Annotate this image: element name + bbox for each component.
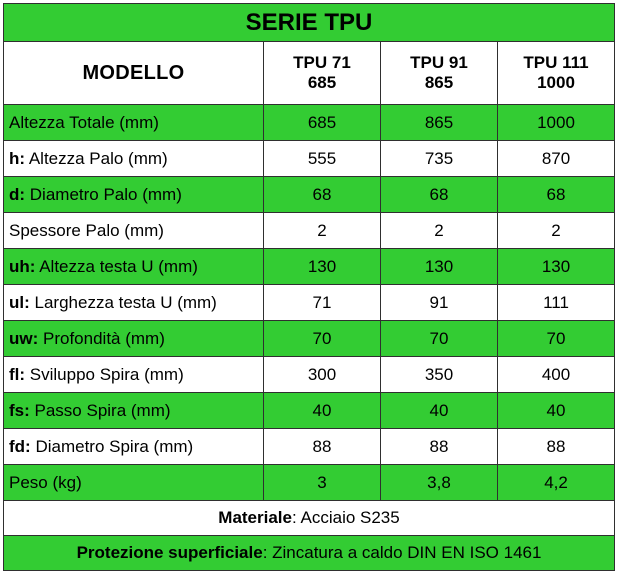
row-value: 40 [264,393,381,429]
row-value: 70 [381,321,498,357]
row-label-cell [4,321,264,357]
row-label-prefix: uw: [9,328,39,348]
table-row [4,465,615,501]
model-header-cell [498,42,615,105]
row-value: 130 [498,249,615,285]
row-value: 130 [264,249,381,285]
protection-cell [4,536,615,571]
row-value: 68 [381,177,498,213]
material-cell [4,501,615,536]
row-value: 2 [264,213,381,249]
row-value: 4,2 [498,465,615,501]
row-label-cell [4,393,264,429]
model-name: TPU 111 [523,53,589,72]
row-value: 2 [381,213,498,249]
row-value: 735 [381,141,498,177]
spec-table [3,3,615,571]
row-value: 70 [264,321,381,357]
model-code: 1000 [537,73,575,92]
table-row [4,285,615,321]
row-value: 300 [264,357,381,393]
table-row [4,177,615,213]
model-name: TPU 91 [410,53,468,72]
row-value: 2 [498,213,615,249]
model-code: 685 [307,73,337,92]
row-label-cell [4,357,264,393]
row-value: 1000 [498,105,615,141]
table-title: SERIE TPU [4,4,615,42]
protection-key: Protezione superficiale [76,543,263,562]
row-value: 88 [498,429,615,465]
spec-rows [4,105,615,501]
row-label: Altezza Palo (mm) [25,148,168,168]
row-label-cell [4,285,264,321]
row-label: Larghezza testa U (mm) [29,292,217,312]
row-label-cell [4,177,264,213]
row-label-cell [4,429,264,465]
row-label-prefix: fs: [9,400,30,420]
row-label-cell [4,105,264,141]
model-code: 865 [424,73,454,92]
row-value: 865 [381,105,498,141]
table-row [4,321,615,357]
row-label-prefix: d: [9,184,26,204]
row-value: 40 [498,393,615,429]
table-row [4,357,615,393]
row-label: Altezza Totale (mm) [9,112,159,132]
header-row [4,42,615,105]
row-label: Passo Spira (mm) [29,400,171,420]
table-row [4,249,615,285]
table-row [4,213,615,249]
row-value: 88 [264,429,381,465]
material-row [4,501,615,536]
row-label-cell [4,465,264,501]
row-label: Profondità (mm) [38,328,165,348]
row-label-prefix: ul: [9,292,30,312]
material-key: Materiale [218,508,292,527]
row-value: 71 [264,285,381,321]
row-label-cell [4,249,264,285]
row-value: 40 [381,393,498,429]
row-value: 91 [381,285,498,321]
row-value: 111 [498,285,615,321]
title-row [4,4,615,42]
protection-value: : Zincatura a caldo DIN EN ISO 1461 [262,543,542,562]
material-value: : Acciaio S235 [291,508,400,527]
model-column-header: MODELLO [4,42,264,105]
row-label-prefix: uh: [9,256,36,276]
row-label: Diametro Spira (mm) [30,436,194,456]
table-row [4,429,615,465]
row-value: 88 [381,429,498,465]
model-header-cell [264,42,381,105]
row-value: 400 [498,357,615,393]
row-value: 685 [264,105,381,141]
row-label: Altezza testa U (mm) [35,256,198,276]
row-value: 70 [498,321,615,357]
table-row [4,105,615,141]
row-label-cell [4,213,264,249]
row-value: 130 [381,249,498,285]
row-label-prefix: fd: [9,436,31,456]
protection-row [4,536,615,571]
model-name: TPU 71 [293,53,351,72]
row-value: 68 [498,177,615,213]
row-label-prefix: fl: [9,364,26,384]
row-label-cell [4,141,264,177]
row-value: 3 [264,465,381,501]
row-label: Spessore Palo (mm) [9,220,164,240]
model-header-cell [381,42,498,105]
row-label: Diametro Palo (mm) [25,184,182,204]
row-value: 870 [498,141,615,177]
row-label: Sviluppo Spira (mm) [25,364,184,384]
table-row [4,393,615,429]
table-row [4,141,615,177]
row-value: 350 [381,357,498,393]
row-label-prefix: h: [9,148,26,168]
row-label: Peso (kg) [9,472,82,492]
row-value: 555 [264,141,381,177]
row-value: 68 [264,177,381,213]
row-value: 3,8 [381,465,498,501]
